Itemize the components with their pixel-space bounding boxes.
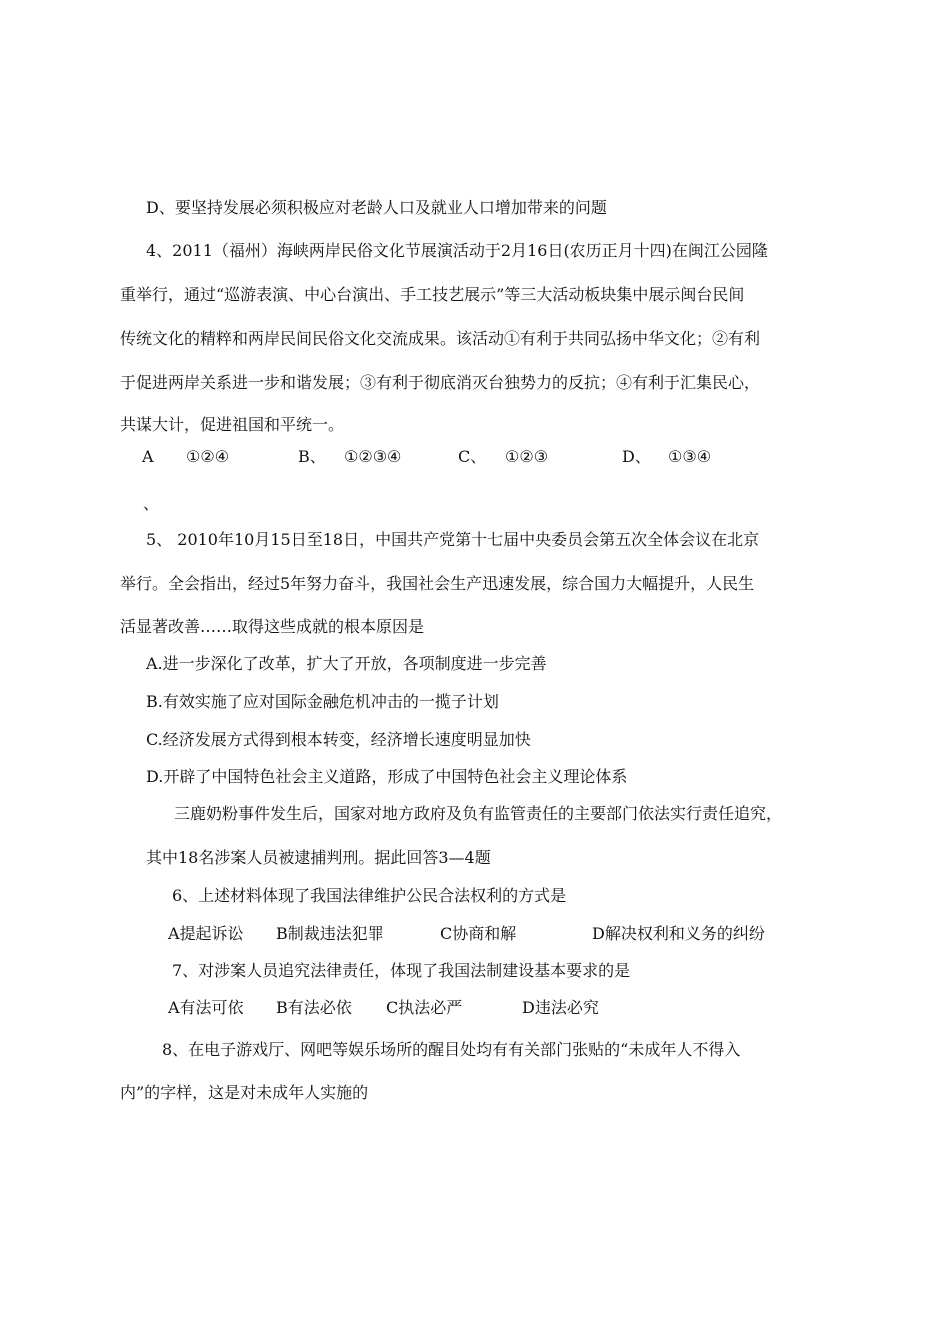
q5-option-b: B.有效实施了应对国际金融危机冲击的一揽子计划 xyxy=(146,692,499,711)
q5-option-a: A.进一步深化了改革，扩大了开放，各项制度进一步完善 xyxy=(146,654,547,673)
q7-option-c: C执法必严 xyxy=(386,998,463,1017)
q4-option-d-text: ①③④ xyxy=(668,447,712,466)
q4-line-3: 传统文化的精粹和两岸民间民俗文化交流成果。该活动①有利于共同弘扬中华文化；②有利 xyxy=(120,329,761,348)
q8-line-2: 内”的字样，这是对未成年人实施的 xyxy=(120,1083,369,1102)
q4-option-c-text: ①②③ xyxy=(505,447,549,466)
q4-option-d-letter: D、 xyxy=(622,447,651,466)
q4-option-b-text: ①②③④ xyxy=(344,447,402,466)
material-line-2: 其中18名涉案人员被逮捕判刑。据此回答3—4题 xyxy=(146,848,491,867)
q6-option-a: A提起诉讼 xyxy=(168,924,244,943)
q4-option-c-letter: C、 xyxy=(458,447,487,466)
q6-stem: 6、上述材料体现了我国法律维护公民合法权利的方式是 xyxy=(172,886,567,905)
q5-option-c: C.经济发展方式得到根本转变，经济增长速度明显加快 xyxy=(146,730,531,749)
q4-line-1: 4、2011（福州）海峡两岸民俗文化节展演活动于2月16日(农历正月十四)在闽江公园隆 xyxy=(146,241,768,260)
q4-option-b-letter: B、 xyxy=(298,447,326,466)
q4-line-5: 共谋大计，促进祖国和平统一。 xyxy=(120,415,345,434)
q6-option-b: B制裁违法犯罪 xyxy=(276,924,384,943)
q3-option-d: D、要坚持发展必须积极应对老龄人口及就业人口增加带来的问题 xyxy=(146,198,607,217)
q7-stem: 7、对涉案人员追究法律责任，体现了我国法制建设基本要求的是 xyxy=(172,961,631,980)
q5-option-d: D.开辟了中国特色社会主义道路，形成了中国特色社会主义理论体系 xyxy=(146,767,628,786)
q5-line-2: 举行。全会指出，经过5年努力奋斗，我国社会生产迅速发展，综合国力大幅提升，人民生 xyxy=(120,574,755,593)
q8-line-1: 8、在电子游戏厅、网吧等娱乐场所的醒目处均有有关部门张贴的“未成年人不得入 xyxy=(162,1040,741,1059)
q7-option-b: B有法必依 xyxy=(276,998,352,1017)
q4-option-a-text: ①②④ xyxy=(186,447,230,466)
q4-line-4: 于促进两岸关系进一步和谐发展；③有利于彻底消灭台独势力的反抗；④有利于汇集民心， xyxy=(120,373,761,392)
q5-line-3: 活显著改善……取得这些成就的根本原因是 xyxy=(120,617,425,636)
q6-option-c: C协商和解 xyxy=(440,924,517,943)
q6-option-d: D解决权利和义务的纠纷 xyxy=(592,924,765,943)
q7-option-a: A有法可依 xyxy=(168,998,244,1017)
q7-option-d: D违法必究 xyxy=(522,998,599,1017)
q4-option-a-suffix: 、 xyxy=(143,494,160,513)
material-line-1: 三鹿奶粉事件发生后，国家对地方政府及负有监管责任的主要部门依法实行责任追究， xyxy=(174,804,783,823)
q5-line-1: 5、 2010年10月15日至18日，中国共产党第十七届中央委员会第五次全体会议在北京 xyxy=(146,530,760,549)
q4-line-2: 重举行，通过“巡游表演、中心台演出、手工技艺展示”等三大活动板块集中展示闽台民间 xyxy=(120,285,745,304)
q4-option-a-letter: A xyxy=(142,447,154,466)
